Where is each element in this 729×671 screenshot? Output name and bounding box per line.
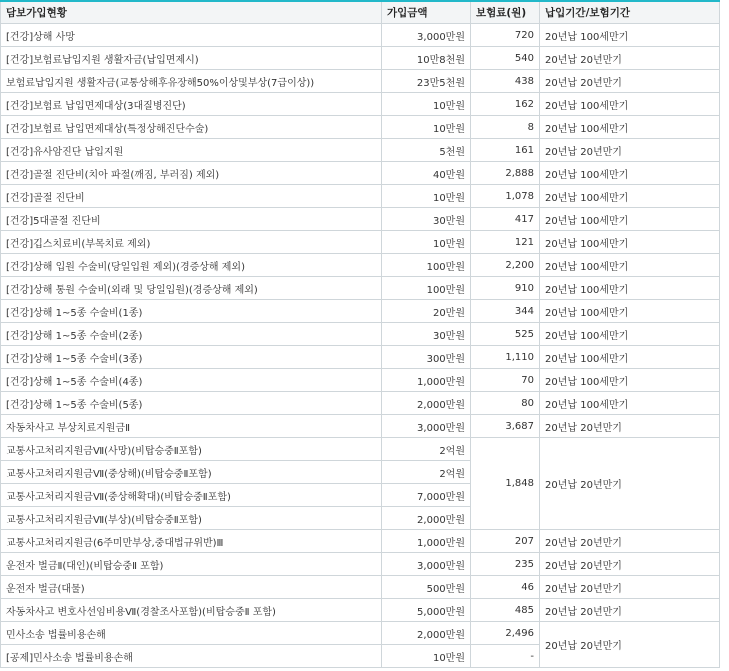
table-row: [1, 576, 720, 599]
coverage-premium: 417: [471, 208, 540, 231]
coverage-period: 20년납 20년만기: [540, 622, 720, 668]
table-row: [1, 323, 720, 346]
coverage-premium: 162: [471, 93, 540, 116]
coverage-amount: 3,000만원: [382, 24, 471, 47]
table-row: [1, 231, 720, 254]
table-row: [1, 553, 720, 576]
coverage-name: [건강]상해 1~5종 수술비(5종): [1, 392, 382, 415]
coverage-name: [건강]상해 1~5종 수술비(1종): [1, 300, 382, 323]
coverage-name: [건강]상해 1~5종 수술비(3종): [1, 346, 382, 369]
coverage-name: [건강]상해 1~5종 수술비(4종): [1, 369, 382, 392]
coverage-amount: 2억원: [382, 461, 471, 484]
header-premium: 보험료(원): [471, 1, 540, 24]
coverage-premium: 2,496: [471, 622, 540, 645]
coverage-name: [건강]보험료 납입면제대상(3대질병진단): [1, 93, 382, 116]
coverage-name: 민사소송 법률비용손해: [1, 622, 382, 645]
table-row: [1, 70, 720, 93]
coverage-amount: 5,000만원: [382, 599, 471, 622]
table-row: [1, 438, 720, 461]
coverage-premium: 8: [471, 116, 540, 139]
coverage-amount: 7,000만원: [382, 484, 471, 507]
coverage-amount: 2,000만원: [382, 507, 471, 530]
table-row: [1, 599, 720, 622]
coverage-premium: 80: [471, 392, 540, 415]
coverage-period: 20년납 20년만기: [540, 438, 720, 530]
coverage-premium: 70: [471, 369, 540, 392]
coverage-name: 교통사고처리지원금Ⅶ(중상해확대)(비탑승중Ⅱ포함): [1, 484, 382, 507]
coverage-premium: 2,888: [471, 162, 540, 185]
coverage-premium: 235: [471, 553, 540, 576]
table-row: [1, 139, 720, 162]
coverage-period: 20년납 100세만기: [540, 392, 720, 415]
coverage-premium: 540: [471, 47, 540, 70]
coverage-amount: 10만원: [382, 116, 471, 139]
table-row: [1, 24, 720, 47]
coverage-name: [건강]보험료납입지원 생활자금(납입면제시): [1, 47, 382, 70]
coverage-period: 20년납 100세만기: [540, 116, 720, 139]
coverage-premium: 207: [471, 530, 540, 553]
coverage-period: 20년납 100세만기: [540, 254, 720, 277]
coverage-name: [건강]5대골절 진단비: [1, 208, 382, 231]
coverage-period: 20년납 100세만기: [540, 346, 720, 369]
coverage-amount: 10만원: [382, 93, 471, 116]
table-row: [1, 346, 720, 369]
coverage-period: 20년납 100세만기: [540, 277, 720, 300]
table-row: [1, 392, 720, 415]
coverage-name: [건강]상해 1~5종 수술비(2종): [1, 323, 382, 346]
coverage-period: 20년납 100세만기: [540, 185, 720, 208]
header-coverage: 담보가입현황: [1, 1, 382, 24]
coverage-amount: 2,000만원: [382, 392, 471, 415]
coverage-period: 20년납 100세만기: [540, 231, 720, 254]
coverage-amount: 500만원: [382, 576, 471, 599]
coverage-amount: 10만8천원: [382, 47, 471, 70]
coverage-period: 20년납 100세만기: [540, 93, 720, 116]
table-row: [1, 93, 720, 116]
table-row: [1, 300, 720, 323]
coverage-premium: 121: [471, 231, 540, 254]
coverage-premium: 3,687: [471, 415, 540, 438]
table-row: [1, 415, 720, 438]
coverage-amount: 5천원: [382, 139, 471, 162]
coverage-name: [건강]상해 통원 수술비(외래 및 당일입원)(경증상해 제외): [1, 277, 382, 300]
coverage-name: [건강]골절 진단비: [1, 185, 382, 208]
coverage-period: 20년납 100세만기: [540, 300, 720, 323]
coverage-name: 교통사고처리지원금Ⅶ(사망)(비탑승중Ⅱ포함): [1, 438, 382, 461]
coverage-premium: 46: [471, 576, 540, 599]
coverage-premium: 720: [471, 24, 540, 47]
coverage-amount: 1,000만원: [382, 530, 471, 553]
coverage-amount: 2,000만원: [382, 622, 471, 645]
table-row: [1, 47, 720, 70]
coverage-amount: 30만원: [382, 323, 471, 346]
coverage-period: 20년납 100세만기: [540, 162, 720, 185]
coverage-premium: 525: [471, 323, 540, 346]
coverage-amount: 100만원: [382, 254, 471, 277]
header-amount: 가입금액: [382, 1, 471, 24]
coverage-period: 20년납 20년만기: [540, 139, 720, 162]
table-row: [1, 208, 720, 231]
coverage-premium: 438: [471, 70, 540, 93]
coverage-period: 20년납 20년만기: [540, 530, 720, 553]
coverage-name: [건강]상해 입원 수술비(당일입원 제외)(경증상해 제외): [1, 254, 382, 277]
coverage-premium: 344: [471, 300, 540, 323]
coverage-name: [건강]유사암진단 납입지원: [1, 139, 382, 162]
coverage-amount: 2억원: [382, 438, 471, 461]
coverage-name: [건강]깁스치료비(부목치료 제외): [1, 231, 382, 254]
coverage-amount: 20만원: [382, 300, 471, 323]
table-body: [1, 24, 720, 668]
coverage-name: 교통사고처리지원금Ⅶ(부상)(비탑승중Ⅱ포함): [1, 507, 382, 530]
coverage-name: [건강]골절 진단비(치아 파절(깨짐, 부러짐) 제외): [1, 162, 382, 185]
coverage-period: 20년납 20년만기: [540, 599, 720, 622]
coverage-name: 교통사고처리지원금Ⅶ(중상해)(비탑승중Ⅱ포함): [1, 461, 382, 484]
coverage-amount: 1,000만원: [382, 369, 471, 392]
table-header-row: [1, 1, 720, 24]
coverage-premium: 910: [471, 277, 540, 300]
coverage-period: 20년납 100세만기: [540, 24, 720, 47]
coverage-name: 보험료납입지원 생활자금(교통상해후유장해50%이상및부상(7급이상)): [1, 70, 382, 93]
coverage-premium: 485: [471, 599, 540, 622]
coverage-premium: 1,848: [471, 438, 540, 530]
coverage-name: 운전자 벌금(대물): [1, 576, 382, 599]
coverage-amount: 30만원: [382, 208, 471, 231]
coverage-premium: 2,200: [471, 254, 540, 277]
coverage-premium: 1,110: [471, 346, 540, 369]
coverage-amount: 3,000만원: [382, 553, 471, 576]
coverage-period: 20년납 100세만기: [540, 323, 720, 346]
coverage-amount: 300만원: [382, 346, 471, 369]
coverage-name: 자동차사고 변호사선임비용Ⅶ(경찰조사포함)(비탑승중Ⅱ 포함): [1, 599, 382, 622]
coverage-period: 20년납 100세만기: [540, 369, 720, 392]
header-period: 납입기간/보험기간: [540, 1, 720, 24]
coverage-period: 20년납 20년만기: [540, 415, 720, 438]
coverage-period: 20년납 20년만기: [540, 70, 720, 93]
coverage-amount: 100만원: [382, 277, 471, 300]
coverage-name: [건강]보험료 납입면제대상(특정상해진단수술): [1, 116, 382, 139]
table-row: [1, 622, 720, 645]
coverage-name: 운전자 벌금Ⅱ(대인)(비탑승중Ⅱ 포함): [1, 553, 382, 576]
coverage-amount: 23만5천원: [382, 70, 471, 93]
coverage-amount: 3,000만원: [382, 415, 471, 438]
coverage-name: [건강]상해 사망: [1, 24, 382, 47]
coverage-name: [공제]민사소송 법률비용손해: [1, 645, 382, 668]
coverage-premium: 161: [471, 139, 540, 162]
coverage-amount: 40만원: [382, 162, 471, 185]
table-row: [1, 116, 720, 139]
coverage-period: 20년납 20년만기: [540, 576, 720, 599]
coverage-period: 20년납 100세만기: [540, 208, 720, 231]
coverage-period: 20년납 20년만기: [540, 553, 720, 576]
coverage-name: 자동차사고 부상치료지원금Ⅱ: [1, 415, 382, 438]
coverage-period: 20년납 20년만기: [540, 47, 720, 70]
table-row: [1, 530, 720, 553]
coverage-premium: -: [471, 645, 540, 668]
table-row: [1, 369, 720, 392]
table-row: [1, 277, 720, 300]
coverage-amount: 10만원: [382, 231, 471, 254]
coverage-premium: 1,078: [471, 185, 540, 208]
coverage-amount: 10만원: [382, 645, 471, 668]
table-row: [1, 254, 720, 277]
coverage-name: 교통사고처리지원금(6주미만부상,중대법규위반)Ⅲ: [1, 530, 382, 553]
table-row: [1, 185, 720, 208]
table-row: [1, 162, 720, 185]
coverage-amount: 10만원: [382, 185, 471, 208]
